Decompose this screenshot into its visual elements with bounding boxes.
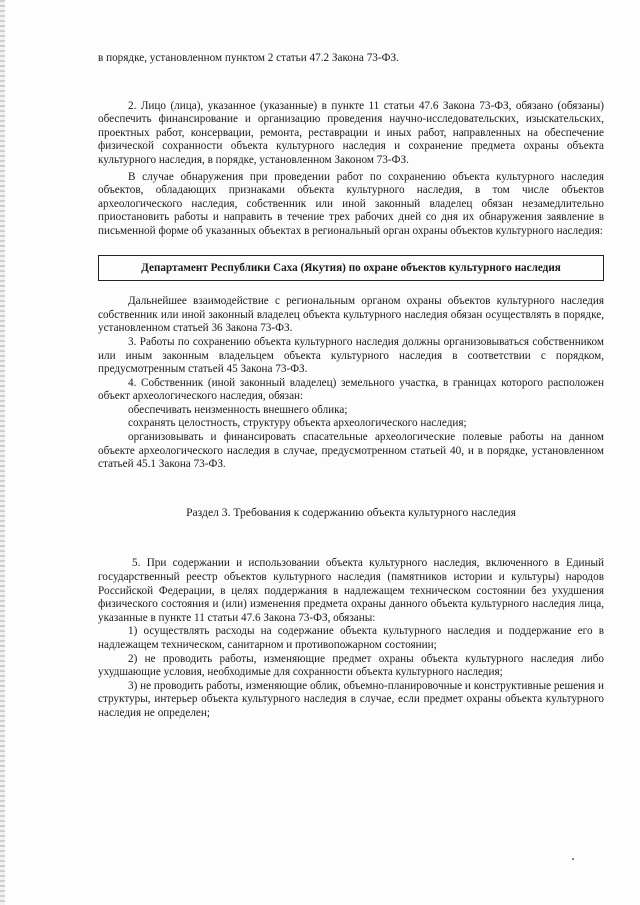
paragraph-continuation: в порядке, установленном пунктом 2 статьи 47.2 Закона 73-ФЗ. (98, 52, 399, 64)
authority-box: Департамент Республики Саха (Якутия) по охране объектов культурного наследия (98, 255, 604, 282)
scan-speck (572, 858, 574, 860)
paragraph-item-4: 4. Собственник (иной законный владелец) земельного участка, в границах которого расположен объект археологического наследия, обязан: (98, 376, 604, 403)
section-3-heading: Раздел 3. Требования к содержанию объекта культурного наследия (186, 505, 516, 519)
paragraph-item-2: 2. Лицо (лица), указанное (указанные) в пункте 11 статьи 47.6 Закона 73-ФЗ, обязано (обязаны) обеспечить финансирование и организацию проведения научно-исследовательских, изыскательских, проектных работ, консервации, ремонта, реставрации и иных работ, направленных на обеспечение физической сохранности объекта культурного наследия и сохранение предмета охраны объекта культурного наследия, в порядке, установленном Законом 73-ФЗ. (98, 99, 604, 166)
paragraph-item-3: 3. Работы по сохранению объекта культурного наследия должны организовываться собственником или иным законным владельцем объекта культурного наследия в соответствии с порядком, предусмотренным статьей 45 Закона 73-ФЗ. (98, 335, 604, 376)
duty-appearance: обеспечивать неизменность внешнего облика; (128, 403, 348, 416)
paragraph-interaction: Дальнейшее взаимодействие с региональным органом охраны объектов культурного наследия собственник или иной законный владелец объекта культурного наследия обязан осуществлять в порядке, установленном статьей 36 Закона 73-ФЗ. (98, 295, 604, 335)
obligation-2: 2) не проводить работы, изменяющие предмет охраны объекта культурного наследия либо ухудшающие условия, необходимые для сохранности объекта культурного наследия; (98, 652, 604, 679)
obligation-1: 1) осуществлять расходы на содержание объекта культурного наследия и поддержание его в надлежащем техническом, санитарном и противопожарном состоянии; (98, 625, 604, 651)
paragraph-item-5: 5. При содержании и использовании объекта культурного наследия, включенного в Единый государственный реестр объектов культурного наследия (памятников истории и культуры) народов Российской Федерации, в целях поддержания в надлежащем техническом состоянии без ухудшения физического состояния и (или) изменения предмета охраны данного объекта культурного наследия лица, указанные в пункте 11 статьи 47.6 Закона 73-ФЗ, обязаны: (98, 557, 604, 624)
document-body (98, 52, 604, 721)
paragraph-discovery: В случае обнаружения при проведении работ по сохранению объекта культурного наследия объектов, обладающих признаками объекта культурного наследия, в том числе объектов археологического наследия, собственник или иной законный владелец обязан незамедлительно приостановить работы и направить в течение трех рабочих дней со дня их обнаружения заявление в письменной форме об указанных объектах в региональный орган охраны объектов культурного наследия: (98, 170, 604, 237)
scan-edge (0, 0, 5, 905)
obligation-3: 3) не проводить работы, изменяющие облик, объемно-планировочные и конструктивные решения и структуры, интерьер объекта культурного наследия в случае, если предмет охраны объекта культурного наследия не определен; (98, 679, 604, 719)
duty-rescue-works: организовывать и финансировать спасательные археологические полевые работы на данном объекте археологического наследия в случае, предусмотренном статьей 40, и в порядке, установленном статьей 45.1 Закона 73-ФЗ. (98, 431, 604, 471)
duty-integrity: сохранять целостность, структуру объекта археологического наследия; (128, 417, 467, 430)
